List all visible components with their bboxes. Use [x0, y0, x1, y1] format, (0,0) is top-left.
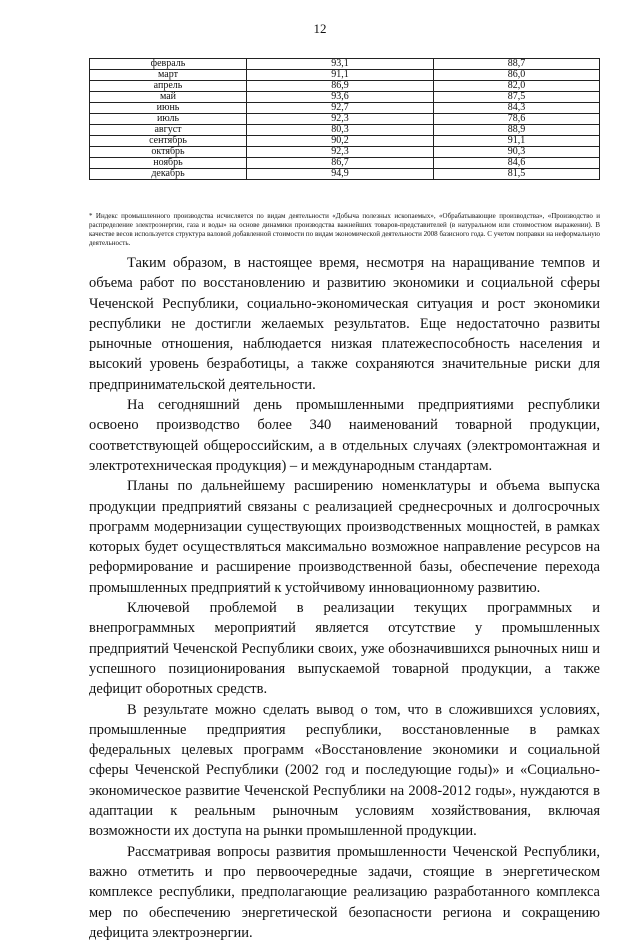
value-cell: 88,9 [434, 125, 600, 136]
table-row [90, 158, 600, 169]
paragraph: На сегодняшний день промышленными предприятиями республики освоено производство более 340 наименований товарной продукции, соответствующей общероссийским, а в отдельных случаях (электромонтажная и электротехническая продукция) – и международным стандартам. [89, 397, 600, 474]
value-cell: 93,6 [247, 92, 434, 103]
page-number: 12 [313, 21, 327, 36]
value-cell: 86,0 [434, 70, 600, 81]
paragraph: Планы по дальнейшему расширению номенклатуры и объема выпуска продукции предприятий связаны с реализацией среднесрочных и долгосрочных программ модернизации существующих производственных мощностей, в рамках которых будет осуществляться максимально возможное направление ресурсов на реформирование и расширение производственной базы, обеспечение перехода промышленных предприятий к устойчивому инновационному развитию. [89, 478, 600, 596]
month-cell: октябрь [90, 147, 247, 158]
month-cell: июль [90, 114, 247, 125]
body-text [89, 253, 600, 943]
table-row [90, 125, 600, 136]
paragraph: Рассматривая вопросы развития промышленности Чеченской Республики, важно отметить и про первоочередные задачи, стоящие в энергетическом комплексе республики, предполагающие реализацию разработанного комплекса мер по обеспечению энергетической безопасности региона и сокращению дефицита электроэнергии. [89, 843, 600, 941]
value-cell: 84,6 [434, 158, 600, 169]
value-cell: 78,6 [434, 114, 600, 125]
paragraph: В результате можно сделать вывод о том, что в сложившихся условиях, промышленные предприятия республики, восстановленные в рамках федеральных целевых программ «Восстановление экономики и социальной сферы Чеченской Республики (2002 год и последующие годы)» и «Социально-экономическое развитие Чеченской Республики на 2008-2012 годы», нуждаются в адаптации к реальным рыночным условиям хозяйствования, включая возможности их доступа на рынки промышленной продукции. [89, 701, 600, 840]
month-cell: март [90, 70, 247, 81]
month-cell: февраль [90, 59, 247, 70]
month-cell: сентябрь [90, 136, 247, 147]
value-cell: 93,1 [247, 59, 434, 70]
month-cell: август [90, 125, 247, 136]
month-cell: июнь [90, 103, 247, 114]
table-row [90, 136, 600, 147]
value-cell: 92,3 [247, 147, 434, 158]
month-cell: ноябрь [90, 158, 247, 169]
index-table [89, 58, 600, 180]
value-cell: 82,0 [434, 81, 600, 92]
table-row [90, 70, 600, 81]
table-footnote: * Индекс промышленного производства исчисляется по видам деятельности «Добыча полезных ископаемых», «Обрабатывающие производства», «Производство и распределение электроэнергии, газа и воды» на основе динамики производства важнейших товаров-представителей (в натуральном или стоимостном выражении). В качестве весов используется структура валовой добавленной стоимости по видам экономической деятельности 2008 базисного года. С учетом поправки на неформальную деятельность. [89, 212, 600, 247]
table-row [90, 147, 600, 158]
month-cell: декабрь [90, 169, 247, 180]
month-cell: апрель [90, 81, 247, 92]
value-cell: 90,3 [434, 147, 600, 158]
value-cell: 92,3 [247, 114, 434, 125]
table-row [90, 81, 600, 92]
table-row [90, 92, 600, 103]
table-row [90, 169, 600, 180]
value-cell: 84,3 [434, 103, 600, 114]
value-cell: 86,9 [247, 81, 434, 92]
paragraph: Таким образом, в настоящее время, несмотря на наращивание темпов и объема работ по восстановлению и развитию экономики и социальной сферы Чеченской Республики, социально-экономическая ситуация и рост экономики республики не достигли желаемых результатов. Еще недостаточно развиты рыночные отношения, наблюдается низкая платежеспособность населения и высокий уровень безработицы, а также сохраняются значительные риски для предпринимательской деятельности. [89, 255, 600, 393]
value-cell: 91,1 [434, 136, 600, 147]
value-cell: 88,7 [434, 59, 600, 70]
month-cell: май [90, 92, 247, 103]
value-cell: 81,5 [434, 169, 600, 180]
index-table-body [90, 59, 600, 180]
value-cell: 90,2 [247, 136, 434, 147]
value-cell: 94,9 [247, 169, 434, 180]
value-cell: 87,5 [434, 92, 600, 103]
paragraph: Ключевой проблемой в реализации текущих программных и внепрограммных мероприятий является отсутствие у промышленных предприятий Чеченской Республики своих, уже обозначившихся рыночных ниш и успешного позиционирования выпускаемой товарной продукции, а также дефицит оборотных средств. [89, 600, 600, 698]
table-row [90, 103, 600, 114]
value-cell: 91,1 [247, 70, 434, 81]
value-cell: 92,7 [247, 103, 434, 114]
value-cell: 86,7 [247, 158, 434, 169]
value-cell: 80,3 [247, 125, 434, 136]
table-row [90, 59, 600, 70]
table-row [90, 114, 600, 125]
